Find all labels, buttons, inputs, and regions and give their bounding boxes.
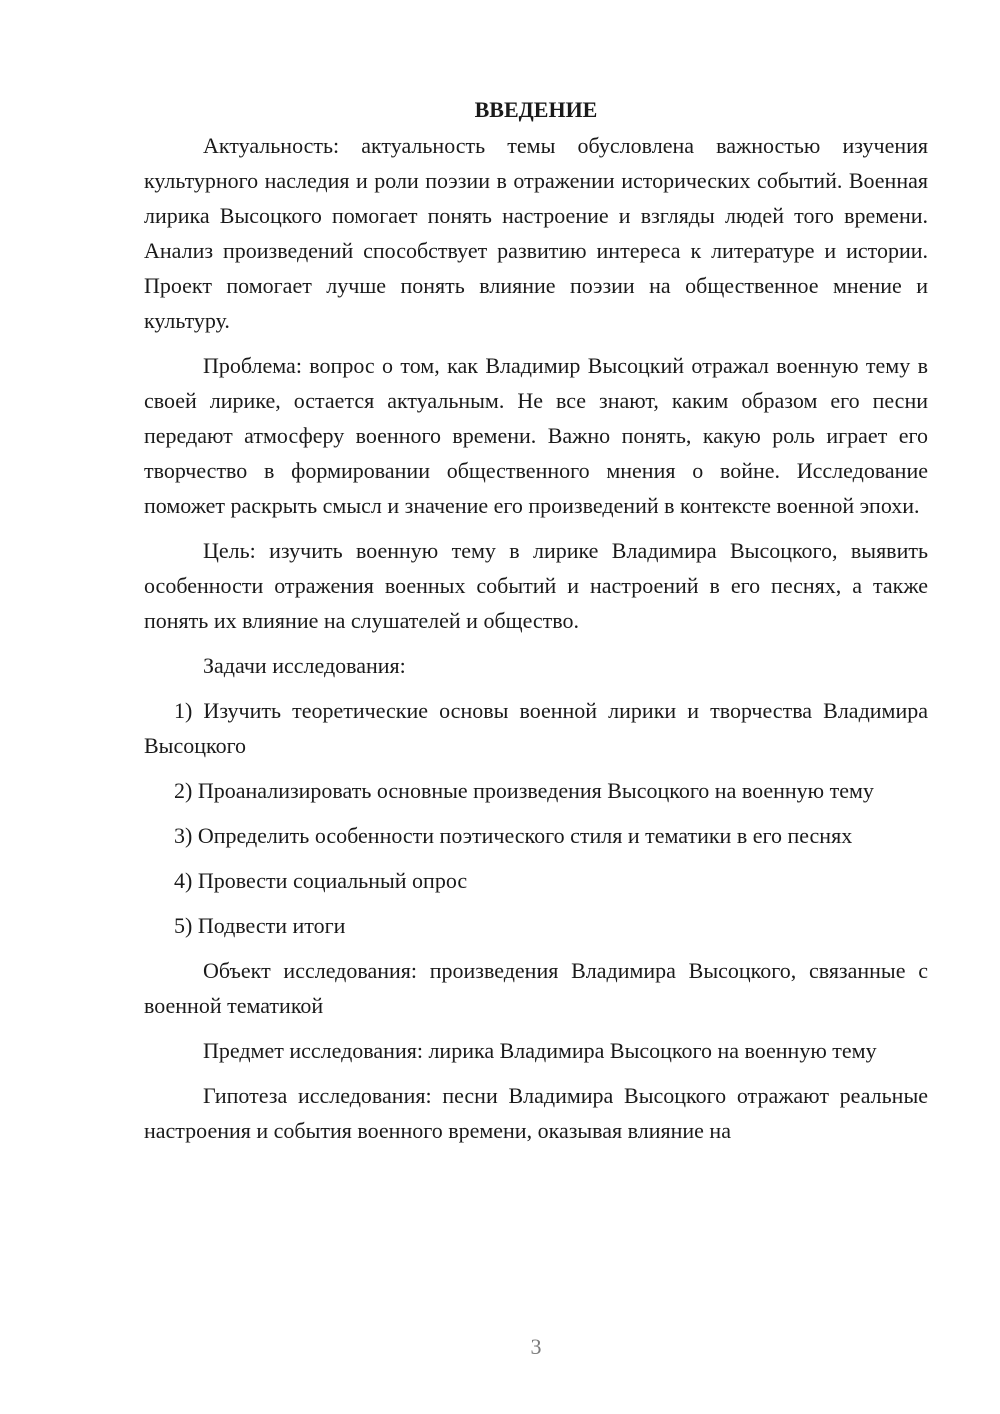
task-item-1: 1) Изучить теоретические основы военной лирики и творчества Владимира Высоцкого	[144, 698, 928, 758]
task-item-4: 4) Провести социальный опрос	[174, 868, 468, 893]
page-number: 3	[530, 1334, 542, 1359]
object-paragraph: Объект исследования: произведения Владимира Высоцкого, связанные с военной тематикой	[144, 958, 928, 1018]
goal-paragraph: Цель: изучить военную тему в лирике Владимира Высоцкого, выявить особенности отражения военных событий и настроений в его песнях, а также понять их влияние на слушателей и общество.	[144, 538, 928, 633]
task-item-3: 3) Определить особенности поэтического стиля и тематики в его песнях	[174, 823, 853, 848]
task-item-2: 2) Проанализировать основные произведения Высоцкого на военную тему	[174, 778, 874, 803]
section-heading: ВВЕДЕНИЕ	[474, 97, 598, 122]
hypothesis-paragraph: Гипотеза исследования: песни Владимира Высоцкого отражают реальные настроения и события военного времени, оказывая влияние на	[144, 1083, 928, 1143]
subject-paragraph: Предмет исследования: лирика Владимира Высоцкого на военную тему	[203, 1038, 877, 1063]
problem-paragraph: Проблема: вопрос о том, как Владимир Высоцкий отражал военную тему в своей лирике, остается актуальным. Не все знают, каким образом его песни передают атмосферу военного времени. Важно понять, какую роль играет его творчество в формировании общественного мнения о войне. Исследование поможет раскрыть смысл и значение его произведений в контексте военной эпохи.	[144, 353, 928, 518]
relevance-paragraph: Актуальность: актуальность темы обусловлена важностью изучения культурного наследия и роли поэзии в отражении исторических событий. Военная лирика Высоцкого помогает понять настроение и взгляды людей того времени. Анализ произведений способствует развитию интереса к литературе и истории. Проект помогает лучше понять влияние поэзии на общественное мнение и культуру.	[144, 133, 928, 333]
task-item-5: 5) Подвести итоги	[174, 913, 346, 938]
tasks-title: Задачи исследования:	[203, 653, 406, 678]
document-page	[144, 92, 928, 1158]
